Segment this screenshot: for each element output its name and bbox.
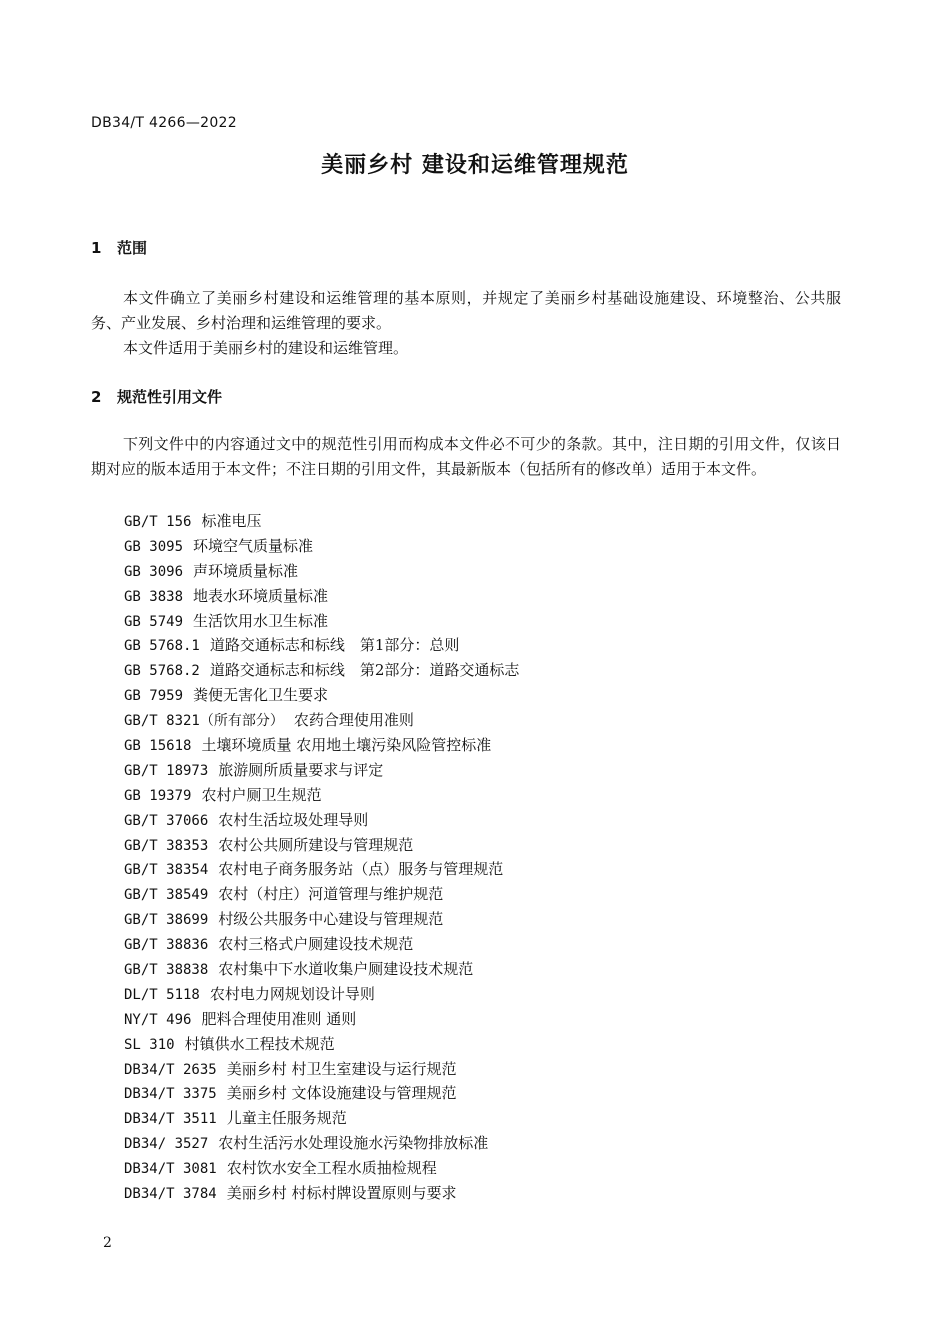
reference-code: GB/T 38353 bbox=[124, 837, 209, 854]
reference-code: DB34/ 3527 bbox=[124, 1136, 209, 1153]
section-title: 范围 bbox=[117, 239, 148, 257]
reference-code: GB 7959 bbox=[124, 688, 184, 705]
section-heading-scope bbox=[91, 237, 147, 258]
reference-title: 美丽乡村 村标村牌设置原则与要求 bbox=[226, 1184, 457, 1203]
reference-item bbox=[124, 683, 519, 708]
reference-item bbox=[124, 882, 519, 907]
reference-item bbox=[124, 857, 519, 882]
section-title: 规范性引用文件 bbox=[117, 388, 223, 406]
reference-item bbox=[124, 957, 519, 982]
reference-code: GB/T 38838 bbox=[124, 962, 209, 979]
reference-title: 农村（村庄）河道管理与维护规范 bbox=[218, 885, 444, 904]
reference-code: DB34/T 2635 bbox=[124, 1061, 217, 1078]
section-body-normative-references bbox=[91, 432, 841, 482]
reference-code: GB/T 156 bbox=[124, 514, 192, 530]
reference-item bbox=[124, 509, 519, 534]
reference-code: DL/T 5118 bbox=[124, 986, 200, 1003]
reference-code: GB/T 18973 bbox=[124, 762, 209, 779]
reference-code: GB/T 38836 bbox=[124, 937, 209, 954]
reference-item bbox=[124, 1007, 519, 1032]
reference-code: GB 3096 bbox=[124, 563, 184, 580]
reference-title: 土壤环境质量 农用地土壤污染风险管控标准 bbox=[201, 736, 492, 755]
reference-title: 农村生活污水处理设施水污染物排放标准 bbox=[218, 1134, 489, 1153]
reference-item bbox=[124, 758, 519, 783]
reference-title: 美丽乡村 村卫生室建设与运行规范 bbox=[226, 1059, 457, 1078]
reference-code: NY/T 496 bbox=[124, 1011, 192, 1028]
reference-title: 农村户厕卫生规范 bbox=[201, 785, 322, 804]
reference-title: 农村电力网规划设计导则 bbox=[209, 984, 375, 1003]
reference-title: 农村电子商务服务站（点）服务与管理规范 bbox=[218, 860, 504, 879]
reference-item bbox=[124, 633, 519, 658]
reference-title: 标准电压 bbox=[201, 512, 262, 530]
reference-item bbox=[124, 1081, 519, 1106]
reference-code: DB34/T 3784 bbox=[124, 1186, 217, 1203]
reference-item bbox=[124, 1131, 519, 1156]
reference-code: GB/T 38354 bbox=[124, 862, 209, 879]
reference-code: GB 3838 bbox=[124, 588, 184, 605]
reference-title: 声环境质量标准 bbox=[193, 561, 299, 580]
reference-item bbox=[124, 808, 519, 833]
reference-code: GB 19379 bbox=[124, 787, 192, 804]
document-title: 美丽乡村 建设和运维管理规范 bbox=[321, 153, 629, 178]
reference-list bbox=[124, 509, 519, 1206]
paragraph: 本文件适用于美丽乡村的建设和运维管理。 bbox=[123, 339, 409, 357]
reference-title: 农村公共厕所建设与管理规范 bbox=[218, 835, 414, 854]
reference-code: GB 15618 bbox=[124, 738, 192, 755]
reference-title: 环境空气质量标准 bbox=[193, 536, 314, 555]
reference-title: 村级公共服务中心建设与管理规范 bbox=[218, 910, 444, 929]
reference-title: 道路交通标志和标线 第1部分：总则 bbox=[209, 636, 460, 655]
reference-item bbox=[124, 708, 519, 733]
reference-title: 农村饮水安全工程水质抽检规程 bbox=[226, 1159, 437, 1178]
reference-code: GB/T 38549 bbox=[124, 887, 209, 904]
paragraph: 本文件确立了美丽乡村建设和运维管理的基本原则，并规定了美丽乡村基础设施建设、环境整治、公共服务、产业发展、乡村治理和运维管理的要求。 bbox=[91, 289, 841, 332]
reference-title: 农村三格式户厕建设技术规范 bbox=[218, 935, 414, 954]
page-number: 2 bbox=[103, 1235, 112, 1251]
reference-item bbox=[124, 534, 519, 559]
reference-code: GB/T 37066 bbox=[124, 812, 209, 829]
reference-code: DB34/T 3511 bbox=[124, 1111, 217, 1128]
section-number: 1 bbox=[91, 239, 102, 257]
reference-item bbox=[124, 783, 519, 808]
reference-item bbox=[124, 1106, 519, 1131]
reference-title: 美丽乡村 文体设施建设与管理规范 bbox=[226, 1084, 457, 1103]
paragraph: 下列文件中的内容通过文中的规范性引用而构成本文件必不可少的条款。其中，注日期的引用文件，仅该日期对应的版本适用于本文件；不注日期的引用文件，其最新版本（包括所有的修改单）适用于本文件。 bbox=[91, 435, 841, 478]
reference-item bbox=[124, 932, 519, 957]
reference-item bbox=[124, 658, 519, 683]
reference-item bbox=[124, 559, 519, 584]
reference-item bbox=[124, 1032, 519, 1057]
reference-item bbox=[124, 584, 519, 609]
reference-item bbox=[124, 733, 519, 758]
reference-title: 生活饮用水卫生标准 bbox=[193, 611, 329, 630]
reference-item bbox=[124, 609, 519, 634]
document-code: DB34/T 4266—2022 bbox=[91, 115, 237, 131]
reference-item bbox=[124, 907, 519, 932]
reference-title: 农药合理使用准则 bbox=[293, 711, 414, 730]
reference-code: SL 310 bbox=[124, 1036, 175, 1053]
reference-code: GB/T 8321（所有部分） bbox=[124, 713, 284, 730]
reference-code: GB 5749 bbox=[124, 613, 184, 630]
reference-code: GB 5768.2 bbox=[124, 663, 200, 680]
reference-code: DB34/T 3375 bbox=[124, 1086, 217, 1103]
reference-item bbox=[124, 1181, 519, 1206]
section-heading-normative-references bbox=[91, 386, 222, 407]
reference-code: GB 5768.1 bbox=[124, 638, 200, 655]
reference-item bbox=[124, 1156, 519, 1181]
reference-code: GB/T 38699 bbox=[124, 912, 209, 929]
reference-item bbox=[124, 833, 519, 858]
section-number: 2 bbox=[91, 388, 102, 406]
reference-title: 旅游厕所质量要求与评定 bbox=[218, 760, 384, 779]
reference-code: GB 3095 bbox=[124, 538, 184, 555]
reference-title: 农村生活垃圾处理导则 bbox=[218, 810, 369, 829]
reference-title: 地表水环境质量标准 bbox=[193, 586, 329, 605]
reference-title: 村镇供水工程技术规范 bbox=[184, 1034, 335, 1053]
reference-item bbox=[124, 982, 519, 1007]
reference-title: 儿童主任服务规范 bbox=[226, 1109, 347, 1128]
reference-title: 粪便无害化卫生要求 bbox=[193, 686, 329, 705]
reference-code: DB34/T 3081 bbox=[124, 1161, 217, 1178]
reference-title: 道路交通标志和标线 第2部分：道路交通标志 bbox=[209, 661, 520, 680]
section-body-scope bbox=[91, 286, 841, 361]
reference-title: 农村集中下水道收集户厕建设技术规范 bbox=[218, 960, 474, 979]
reference-item bbox=[124, 1057, 519, 1082]
reference-title: 肥料合理使用准则 通则 bbox=[201, 1009, 357, 1028]
